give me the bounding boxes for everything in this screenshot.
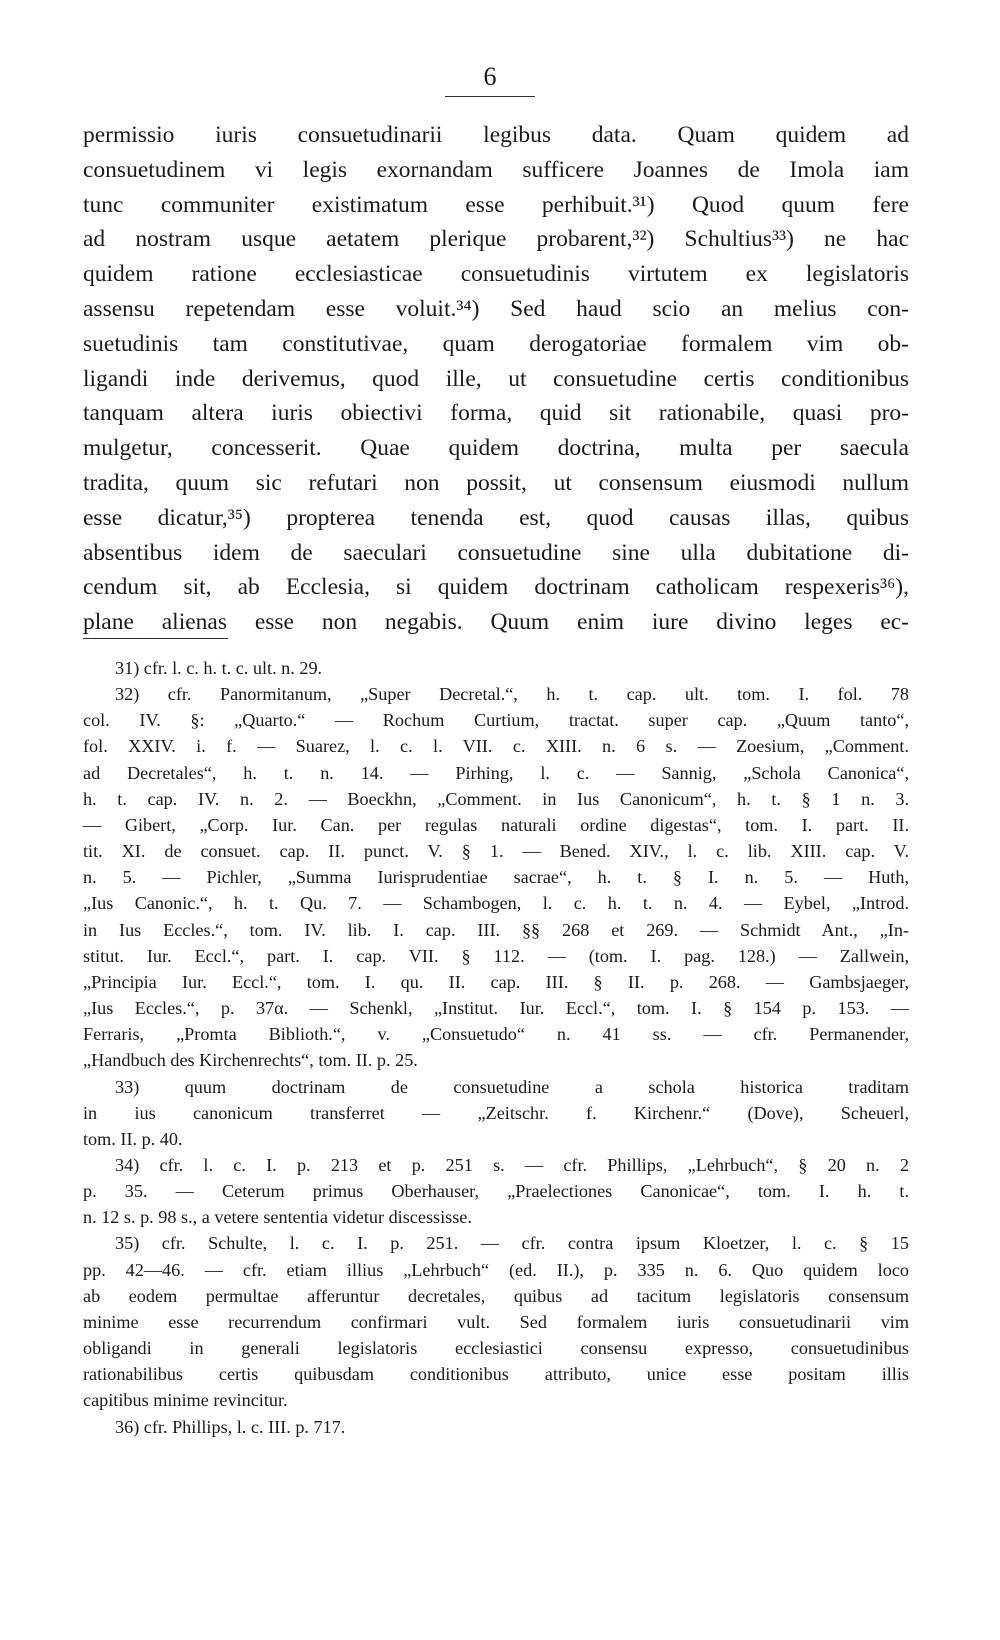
- page-number: 6: [483, 62, 497, 91]
- footnote-line: „Principia Iur. Eccl.“, tom. I. qu. II. cap. III. § II. p. 268. — Gambsjaeger,: [83, 971, 909, 992]
- footnote-line: 36) cfr. Phillips, l. c. III. p. 717.: [115, 1416, 346, 1437]
- text-line: mulgetur, concesserit. Quae quidem doctrina, multa per saecula: [83, 435, 909, 462]
- footnote-line: n. 12 s. p. 98 s., a vetere sententia videtur discessisse.: [83, 1207, 472, 1228]
- footnote-line: tit. XI. de consuet. cap. II. punct. V. § 1. — Bened. XIV., l. c. lib. XIII. cap. V.: [83, 841, 909, 862]
- footnote-line: pp. 42—46. — cfr. etiam illius „Lehrbuch“ (ed. II.), p. 335 n. 6. Quo quidem loco: [83, 1259, 909, 1280]
- footnote-line: 33) quum doctrinam de consuetudine a schola historica traditam: [115, 1076, 909, 1097]
- footnote-line: n. 5. — Pichler, „Summa Iurisprudentiae sacrae“, h. t. § I. n. 5. — Huth,: [83, 867, 909, 888]
- footnote-line: capitibus minime revincitur.: [83, 1390, 288, 1411]
- footnote-line: „Ius Eccles.“, p. 37α. — Schenkl, „Institut. Iur. Eccl.“, tom. I. § 154 p. 153. —: [83, 998, 909, 1019]
- text-line: tunc communiter existimatum esse perhibuit.³¹) Quod quum fere: [83, 191, 909, 218]
- footnote-line: 34) cfr. l. c. I. p. 213 et p. 251 s. — cfr. Phillips, „Lehrbuch“, § 20 n. 2: [115, 1154, 909, 1175]
- text-line: absentibus idem de saeculari consuetudine sine ulla dubitatione di-: [83, 539, 909, 566]
- footnotes: [83, 655, 909, 1440]
- footnote-line: tom. II. p. 40.: [83, 1128, 183, 1149]
- footnote-line: Ferraris, „Promta Biblioth.“, v. „Consuetudo“ n. 41 ss. — cfr. Permanender,: [83, 1024, 909, 1045]
- text-line: consuetudinem vi legis exornandam sufficere Joannes de Imola iam: [83, 156, 909, 183]
- footnote-line: in ius canonicum transferret — „Zeitschr. f. Kirchenr.“ (Dove), Scheuerl,: [83, 1102, 909, 1123]
- footnote-line: col. IV. §: „Quarto.“ — Rochum Curtium, tractat. super cap. „Quum tanto“,: [83, 710, 909, 731]
- text-line: ligandi inde derivemus, quod ille, ut consuetudine certis conditionibus: [83, 365, 909, 392]
- text-line: quidem ratione ecclesiasticae consuetudinis virtutem ex legislatoris: [83, 261, 909, 288]
- footnote-line: p. 35. — Ceterum primus Oberhauser, „Praelectiones Canonicae“, tom. I. h. t.: [83, 1181, 909, 1202]
- footnote-line: stitut. Iur. Eccl.“, part. I. cap. VII. § 112. — (tom. I. pag. 128.) — Zallwein,: [83, 945, 909, 966]
- footnote-line: 31) cfr. l. c. h. t. c. ult. n. 29.: [115, 658, 323, 678]
- footnote-line: obligandi in generali legislatoris ecclesiastici consensu expresso, consuetudinibus: [83, 1338, 909, 1359]
- text-line: esse dicatur,³⁵) propterea tenenda est, quod causas illas, quibus: [83, 504, 909, 531]
- text-line: ad nostram usque aetatem plerique probarent,³²) Schultius³³) ne hac: [83, 226, 909, 253]
- page-number-rule: [445, 96, 535, 97]
- text-line: cendum sit, ab Ecclesia, si quidem doctrinam catholicam respexeris³⁶),: [83, 574, 909, 601]
- footnote-line: rationabilibus certis quibusdam conditionibus attributo, unice esse positam illis: [83, 1364, 909, 1385]
- footnote-line: — Gibert, „Corp. Iur. Can. per regulas naturali ordine digestas“, tom. I. part. II.: [83, 814, 909, 835]
- footnote-line: in Ius Eccles.“, tom. IV. lib. I. cap. III. §§ 268 et 269. — Schmidt Ant., „In-: [83, 919, 909, 940]
- text-line: tradita, quum sic refutari non possit, ut consensum eiusmodi nullum: [83, 469, 909, 496]
- footnote-rule: [83, 638, 228, 639]
- text-line: permissio iuris consuetudinarii legibus data. Quam quidem ad: [83, 122, 909, 148]
- text-line: tanquam altera iuris obiectivi forma, quid sit rationabile, quasi pro-: [83, 400, 909, 427]
- footnote-line: 32) cfr. Panormitanum, „Super Decretal.“, h. t. cap. ult. tom. I. fol. 78: [115, 684, 909, 705]
- text-line: suetudinis tam constitutivae, quam derogatoriae formalem vim ob-: [83, 330, 909, 357]
- main-text: [83, 118, 909, 640]
- footnote-line: „Handbuch des Kirchenrechts“, tom. II. p. 25.: [83, 1050, 418, 1071]
- footnote-line: 35) cfr. Schulte, l. c. I. p. 251. — cfr. contra ipsum Kloetzer, l. c. § 15: [115, 1233, 909, 1254]
- footnote-line: h. t. cap. IV. n. 2. — Boeckhn, „Comment. in Ius Canonicum“, h. t. § 1 n. 3.: [83, 788, 909, 809]
- footnote-line: minime esse recurrendum confirmari vult. Sed formalem iuris consuetudinarii vim: [83, 1311, 909, 1332]
- footnote-line: ad Decretales“, h. t. n. 14. — Pirhing, l. c. — Sannig, „Schola Canonica“,: [83, 762, 909, 783]
- text-line: assensu repetendam esse voluit.³⁴) Sed haud scio an melius con-: [83, 295, 909, 322]
- footnote-line: fol. XXIV. i. f. — Suarez, l. c. l. VII. c. XIII. n. 6 s. — Zoesium, „Comment.: [83, 736, 909, 757]
- text-line: plane alienas esse non negabis. Quum enim iure divino leges ec-: [83, 609, 909, 636]
- footnote-line: „Ius Canonic.“, h. t. Qu. 7. — Schambogen, l. c. h. t. n. 4. — Eybel, „Introd.: [83, 893, 909, 914]
- footnote-line: ab eodem permultae afferuntur decretales, quibus ad tacitum legislatoris consensum: [83, 1285, 909, 1306]
